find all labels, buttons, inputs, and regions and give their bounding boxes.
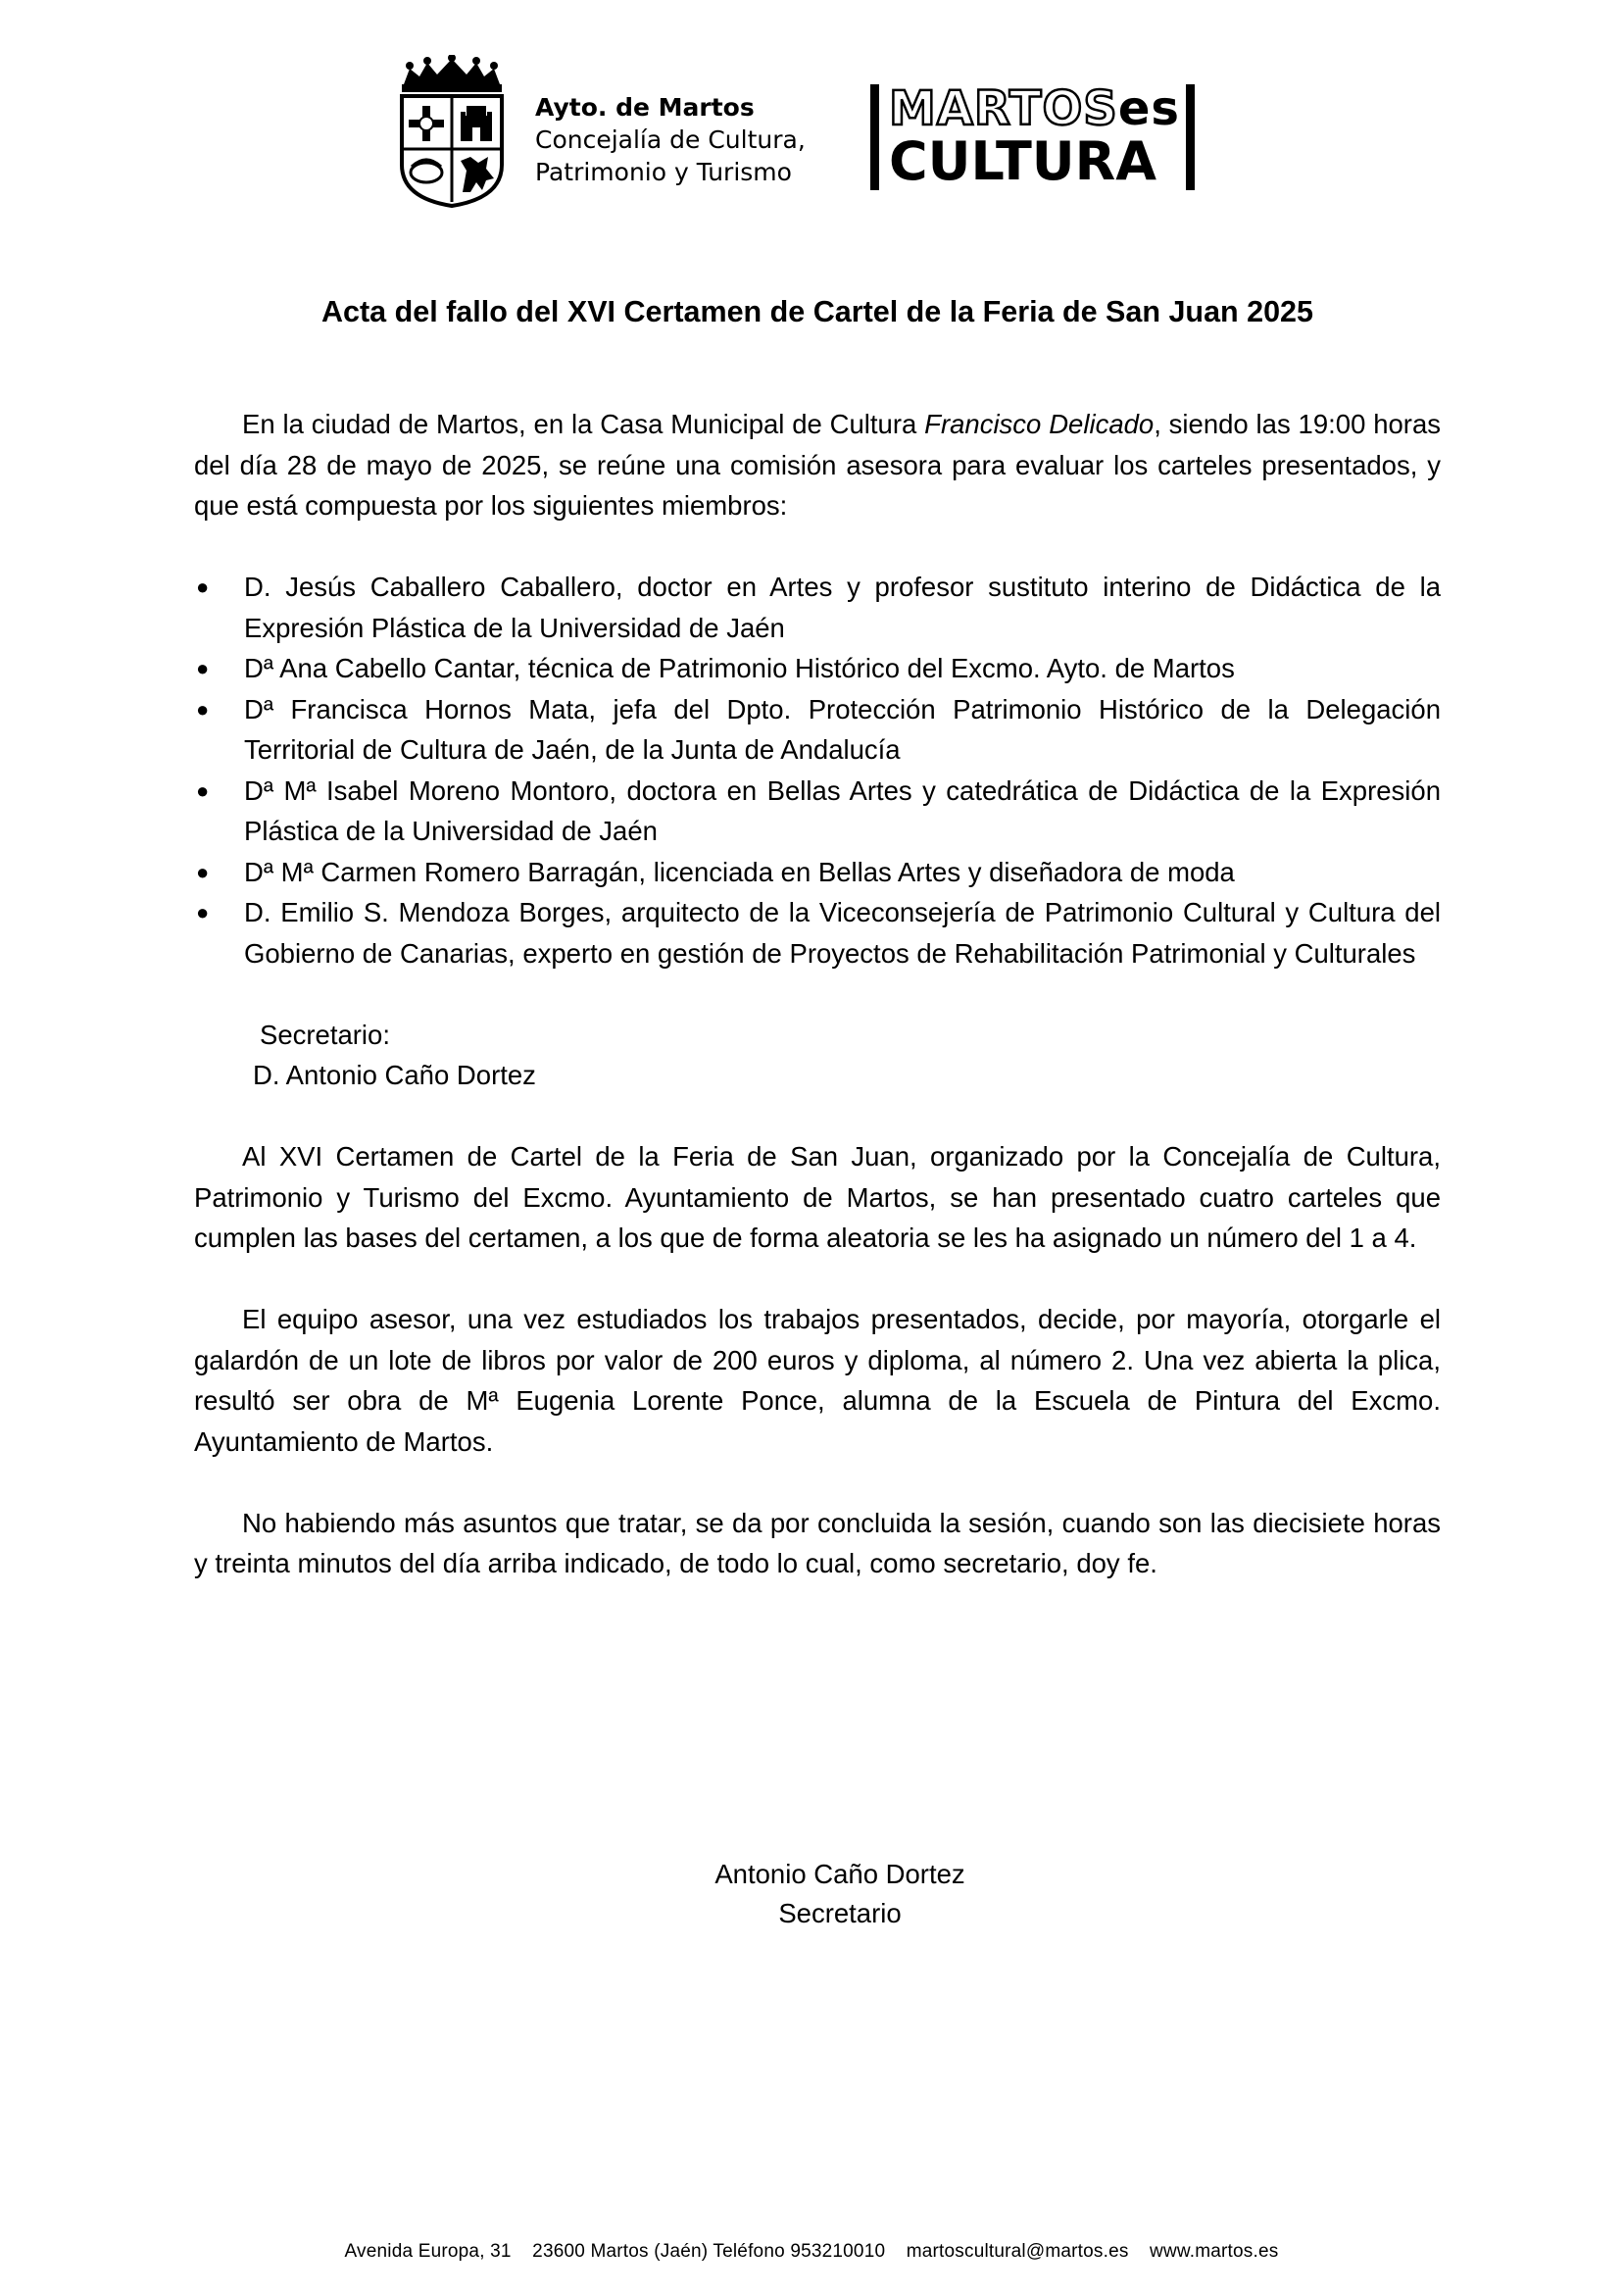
list-item xyxy=(194,648,1441,689)
award-paragraph: El equipo asesor, una vez estudiados los trabajos presentados, decide, por mayoría, otorgarle el galardón de un lote de libros por valor de 200 euros y diploma, al número 2. Una vez abierta la plica, resultó ser obra de Mª Eugenia Lorente Ponce, alumna de la Escuela de Pintura del Excmo. Ayuntamiento de Martos. xyxy=(194,1304,1441,1457)
page-footer xyxy=(0,2241,1623,2263)
member-text: Dª Ana Cabello Cantar, técnica de Patrimonio Histórico del Excmo. Ayto. de Martos xyxy=(244,653,1235,683)
signatory-role: Secretario xyxy=(778,1898,902,1928)
department-line-1: Concejalía de Cultura, xyxy=(535,125,806,154)
member-text: Dª Francisca Hornos Mata, jefa del Dpto. Protección Patrimonio Histórico de la Delegación Territorial de Cultura de Jaén, de la Junta de Andalucía xyxy=(244,693,1441,765)
coat-of-arms-icon xyxy=(392,55,512,208)
member-text: Dª Mª Carmen Romero Barragán, licenciada en Bellas Artes y diseñadora de moda xyxy=(244,856,1235,887)
venue-name: Francisco Delicado xyxy=(924,409,1155,439)
logo-martos-text: MARTOS xyxy=(889,81,1118,136)
bullet-icon: ● xyxy=(196,859,210,884)
organization-name-block xyxy=(535,91,806,188)
document-body xyxy=(194,290,1441,1584)
committee-member-list xyxy=(194,567,1441,973)
bullet-icon: ● xyxy=(196,574,210,599)
logo-cultura-text: CULTURA xyxy=(889,130,1157,192)
footer-address: Avenida Europa, 31 xyxy=(344,2241,512,2262)
contest-paragraph: Al XVI Certamen de Cartel de la Feria de San Juan, organizado por la Concejalía de Cultura, Patrimonio y Turismo del Excmo. Ayuntamiento de Martos, se han presentado cuatro carteles que cumplen las bases del certamen, a los que de forma aleatoria se les ha asignado un número del 1 a 4. xyxy=(194,1141,1441,1253)
logo-es-text: es xyxy=(1117,81,1180,136)
bullet-icon: ● xyxy=(196,900,210,924)
logo-top-row xyxy=(889,82,1180,135)
closing-paragraph: No habiendo más asuntos que tratar, se da por concluida la sesión, cuando son las diecisiete horas y treinta minutos del día arriba indicado, de todo lo cual, como secretario, doy fe. xyxy=(194,1507,1441,1578)
member-text: D. Jesús Caballero Caballero, doctor en Artes y profesor sustituto interino de Didáctica de la Expresión Plástica de la Universidad de Jaén xyxy=(244,572,1441,643)
organization-name: Ayto. de Martos xyxy=(535,93,755,122)
footer-website: www.martos.es xyxy=(1150,2241,1279,2262)
list-item xyxy=(194,567,1441,648)
list-item xyxy=(194,852,1441,893)
list-item xyxy=(194,771,1441,852)
footer-email: martoscultural@martos.es xyxy=(906,2241,1129,2262)
secretary-block xyxy=(253,1015,1441,1096)
secretary-label: Secretario: xyxy=(260,1019,390,1050)
department-line-2: Patrimonio y Turismo xyxy=(535,158,792,186)
intro-paragraph xyxy=(194,404,1441,526)
logo-left-bar xyxy=(870,84,879,190)
intro-text-before: En la ciudad de Martos, en la Casa Municipal de Cultura xyxy=(242,409,925,439)
letterhead xyxy=(392,51,1215,208)
signature-block xyxy=(700,1855,980,1933)
member-text: Dª Mª Isabel Moreno Montoro, doctora en Bellas Artes y catedrática de Didáctica de la Expresión Plástica de la Universidad de Jaén xyxy=(244,774,1441,846)
list-item xyxy=(194,689,1441,771)
secretary-name: D. Antonio Caño Dortez xyxy=(253,1060,536,1090)
member-text: D. Emilio S. Mendoza Borges, arquitecto de la Viceconsejería de Patrimonio Cultural y Cultura del Gobierno de Canarias, experto en gestión de Proyectos de Rehabilitación Patrimonial y Culturales xyxy=(244,897,1441,969)
martos-es-cultura-logo xyxy=(870,81,1198,192)
footer-city-phone: 23600 Martos (Jaén) Teléfono 953210010 xyxy=(532,2241,886,2262)
logo-right-bar xyxy=(1186,84,1195,190)
document-title: Acta del fallo del XVI Certamen de Cartel de la Feria de San Juan 2025 xyxy=(321,295,1313,328)
intro-text-after: , siendo las 19:00 horas del día 28 de mayo de 2025, se reúne una comisión asesora para evaluar los carteles presentados, y que está compuesta por los siguientes miembros: xyxy=(194,409,1441,521)
signatory-name: Antonio Caño Dortez xyxy=(714,1859,965,1889)
list-item xyxy=(194,892,1441,973)
bullet-icon: ● xyxy=(196,656,210,680)
bullet-icon: ● xyxy=(196,777,210,803)
bullet-icon: ● xyxy=(196,696,210,722)
